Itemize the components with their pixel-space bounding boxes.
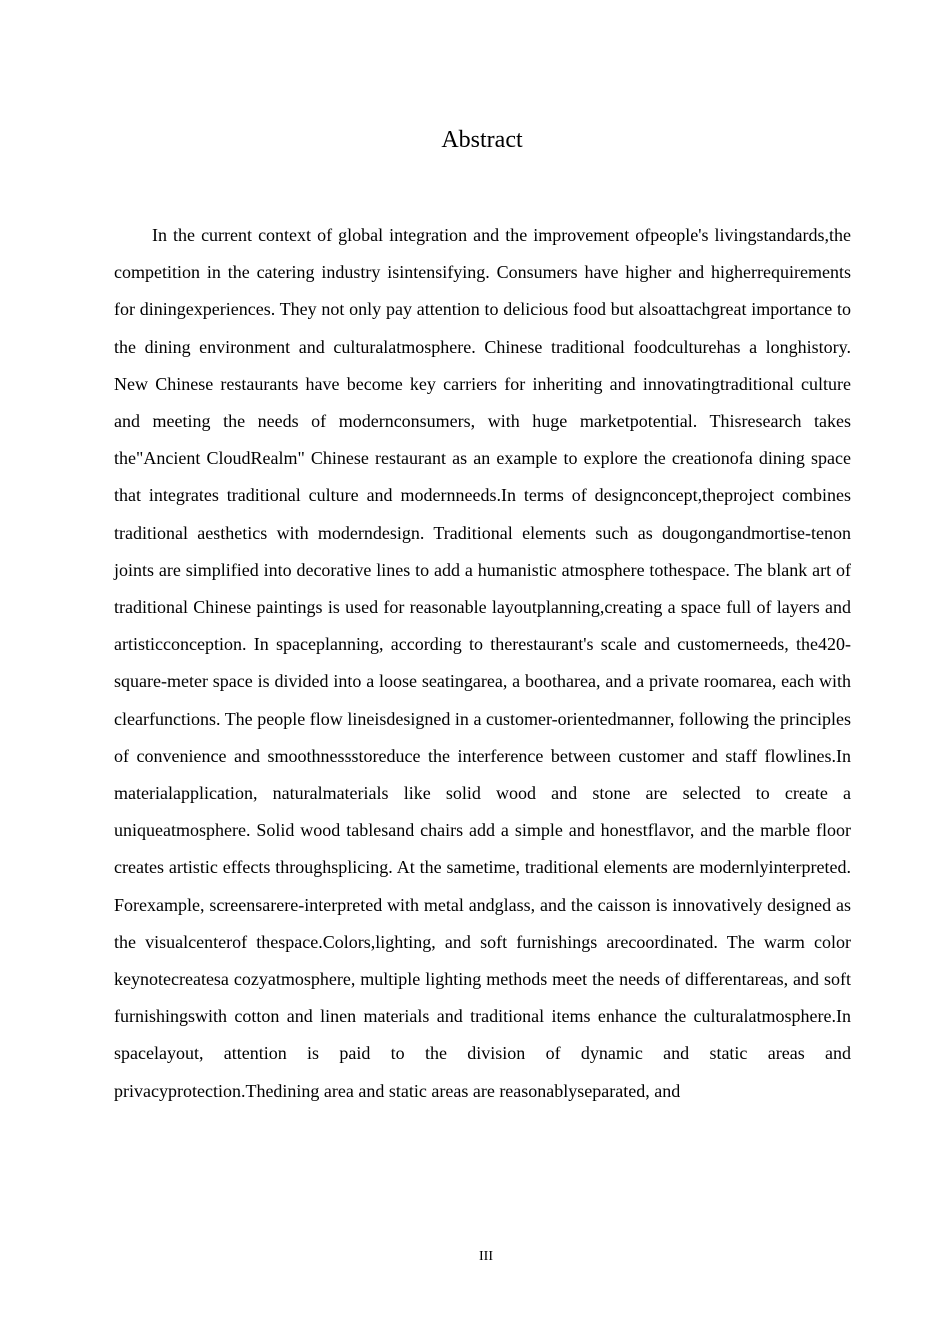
page-title: Abstract: [441, 127, 523, 153]
page-number: III: [479, 1249, 493, 1264]
abstract-body-text: In the current context of global integration and the improvement ofpeople's livingstandards,the competition in the catering industry isintensifying. Consumers have higher and higherrequirements for diningexperiences. They not only pay attention to delicious food but alsoattachgreat importance to the dining environment and culturalatmosphere. Chinese traditional foodculturehas a longhistory. New Chinese restaurants have become key carriers for inheriting and innovatingtraditional culture and meeting the needs of modernconsumers, with huge marketpotential. Thisresearch takes the"Ancient CloudRealm" Chinese restaurant as an example to explore the creationofa dining space that integrates traditional culture and modernneeds.In terms of designconcept,theproject combines traditional aesthetics with moderndesign. Traditional elements such as dougongandmortise-tenon joints are simplified into decorative lines to add a humanistic atmosphere tothespace. The blank art of traditional Chinese paintings is used for reasonable layoutplanning,creating a space full of layers and artisticconception. In spaceplanning, according to therestaurant's scale and customerneeds, the420-square-meter space is divided into a loose seatingarea, a bootharea, and a private roomarea, each with clearfunctions. The people flow lineisdesigned in a customer-orientedmanner, following the principles of convenience and smoothnessstoreduce the interference between customer and staff flowlines.In materialapplication, naturalmaterials like solid wood and stone are selected to create a uniqueatmosphere. Solid wood tablesand chairs add a simple and honestflavor, and the marble floor creates artistic effects throughsplicing. At the sametime, traditional elements are modernlyinterpreted. Forexample, screensarere-interpreted with metal andglass, and the caisson is innovatively designed as the visualcenterof thespace.Colors,lighting, and soft furnishings arecoordinated. The warm color keynotecreatesa cozyatmosphere, multiple lighting methods meet the needs of differentareas, and soft furnishingswith cotton and linen materials and traditional items enhance the culturalatmosphere.In spacelayout, attention is paid to the division of dynamic and static areas and privacyprotection.Thedining area and static areas are reasonablyseparated, and: [114, 225, 851, 1101]
